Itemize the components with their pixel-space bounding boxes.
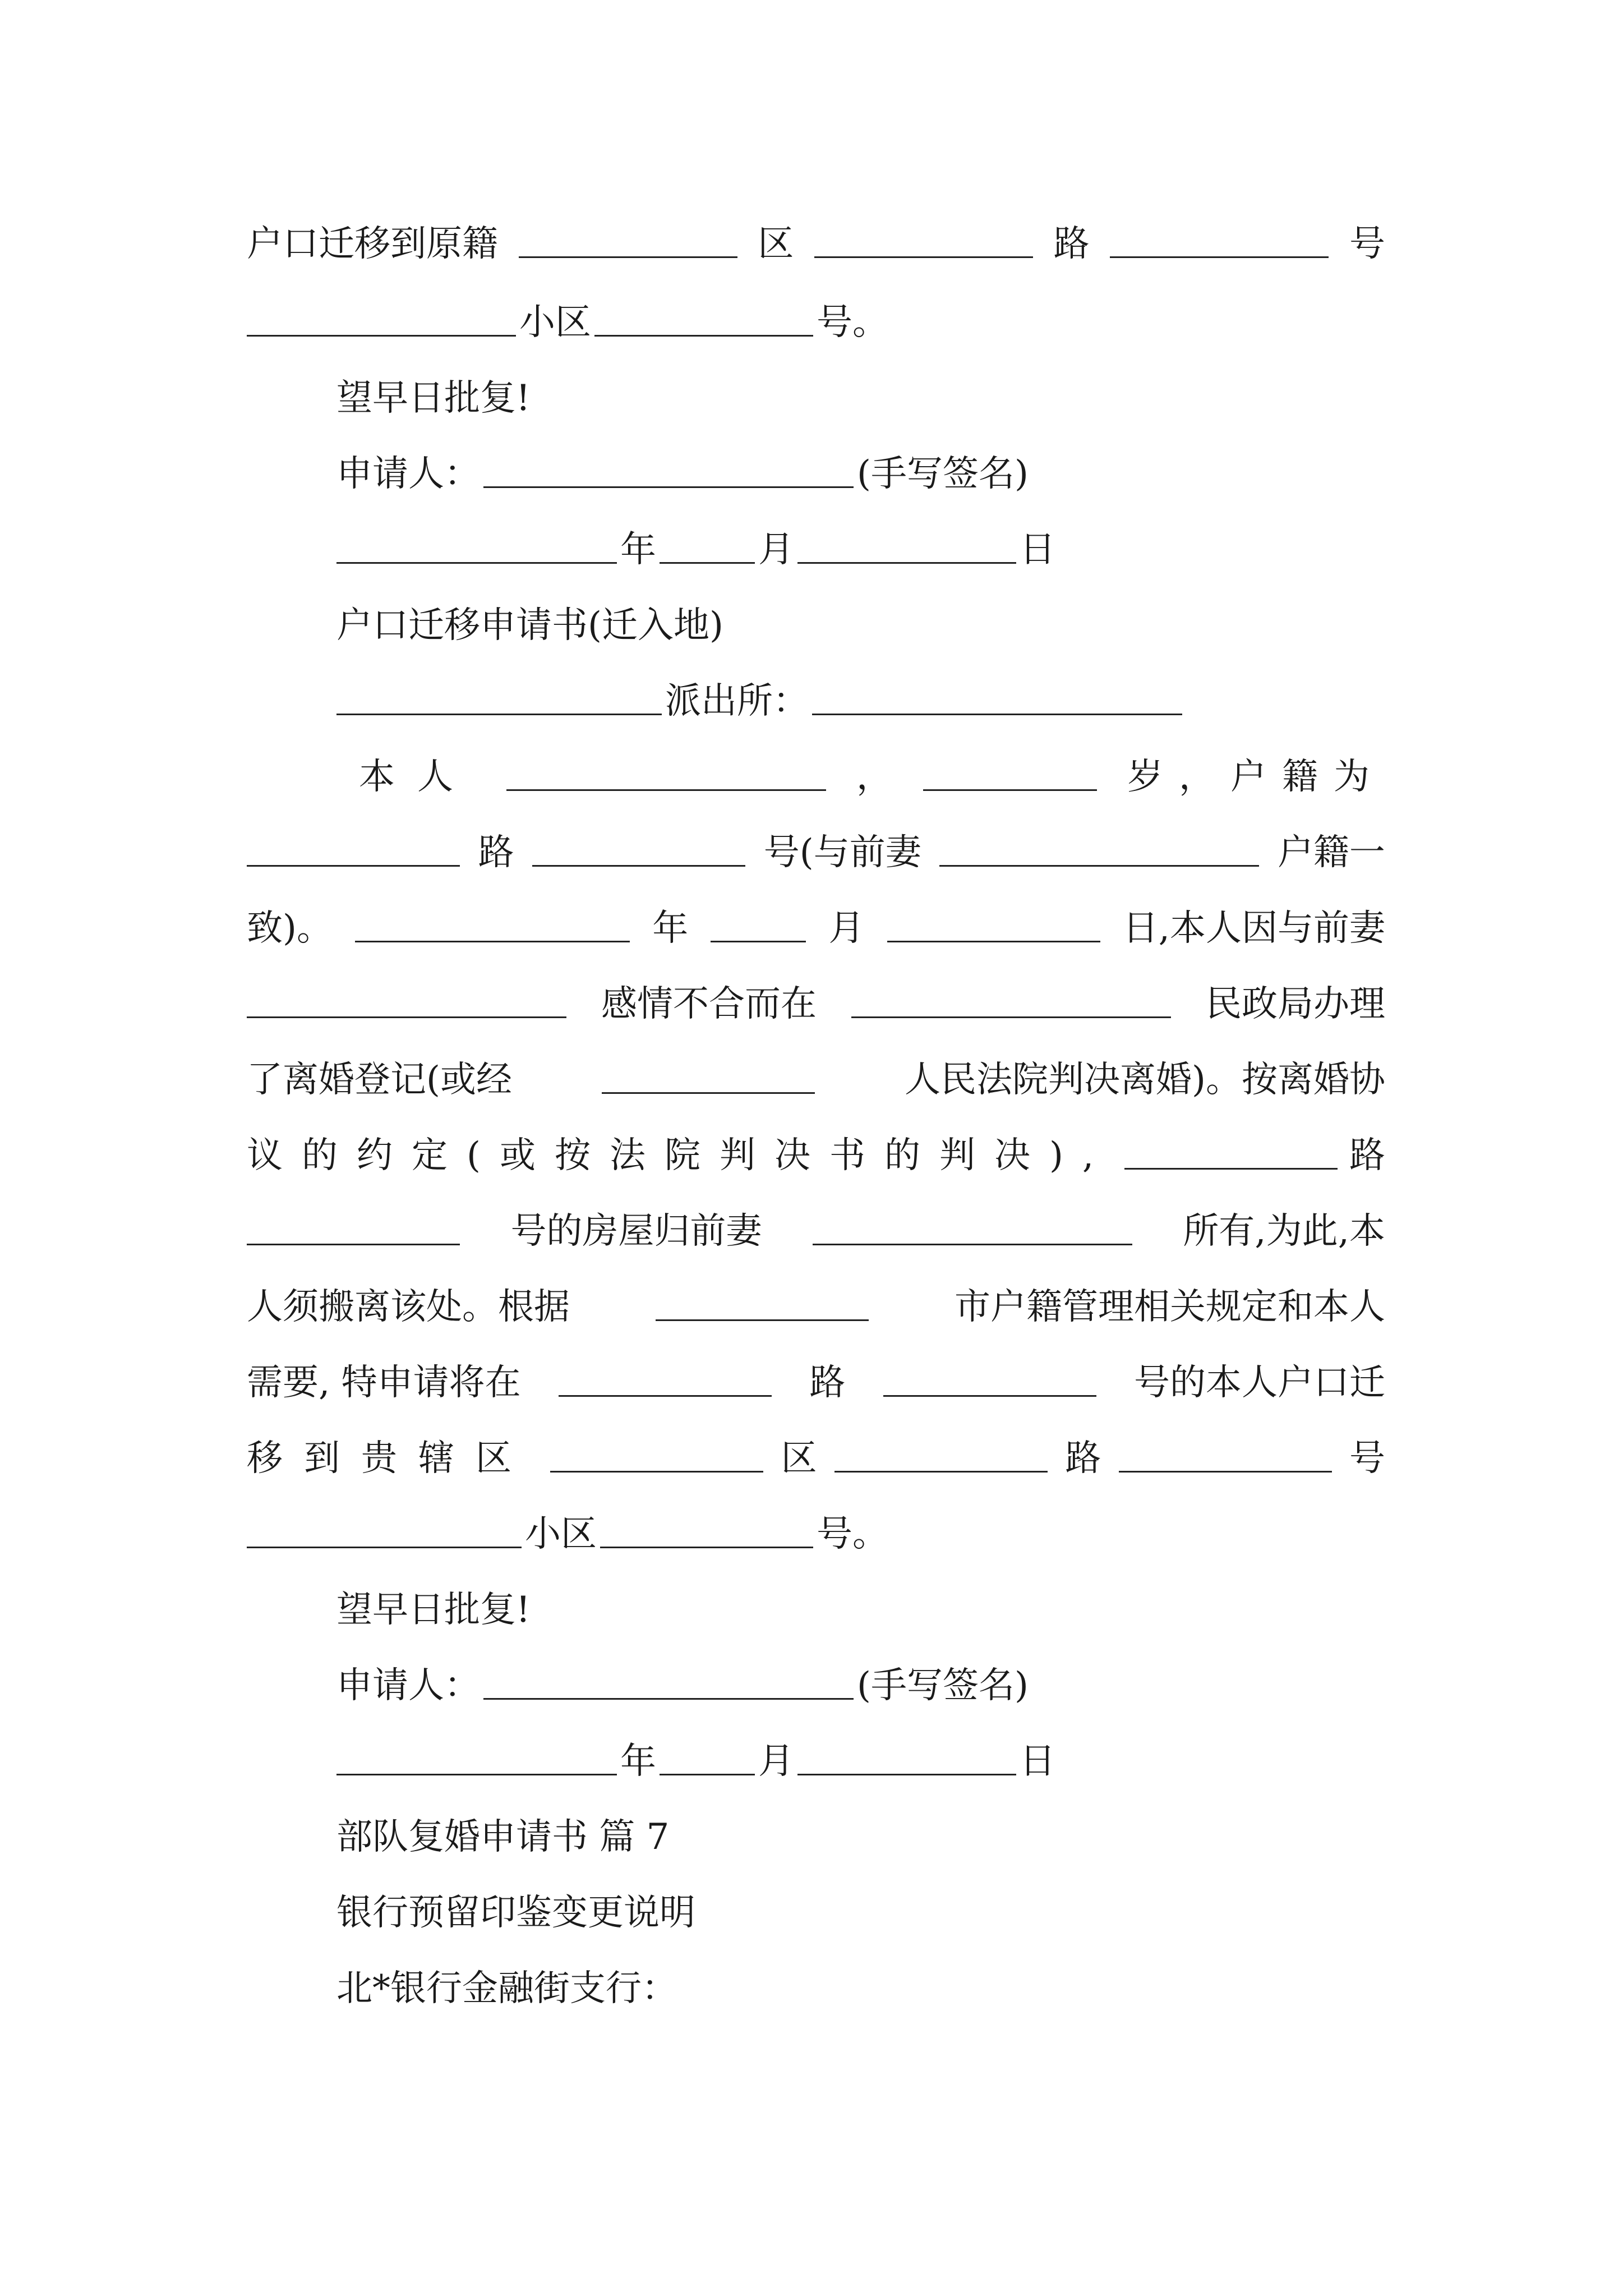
blank-field — [519, 222, 737, 258]
text: 市户籍管理相关规定和本人 — [955, 1286, 1385, 1328]
blank-field — [336, 1739, 617, 1775]
section-title: 户口迁移申请书(迁入地) — [336, 605, 723, 646]
text: 日 — [1020, 529, 1055, 570]
text: 年 — [652, 908, 689, 949]
blank-field — [814, 222, 1033, 258]
text: (手写签名) — [857, 453, 1029, 495]
blank-field — [660, 527, 755, 564]
text-line — [247, 1355, 1385, 1411]
blank-field — [336, 679, 662, 715]
blank-field — [1119, 1436, 1332, 1473]
blank-field — [247, 830, 460, 867]
text-line — [336, 370, 1385, 426]
text: 路 — [1065, 1438, 1101, 1479]
text: 路 — [1053, 223, 1090, 265]
blank-field — [660, 1739, 755, 1775]
blank-field — [923, 754, 1097, 791]
blank-field — [1110, 222, 1329, 258]
blank-field — [532, 830, 745, 867]
text: 议的约定(或按法院判决书的判决), — [247, 1135, 1113, 1176]
signature-blank — [483, 1663, 854, 1700]
blank-field — [550, 1436, 763, 1473]
blank-field — [602, 1057, 815, 1094]
text-line — [336, 446, 1385, 502]
text: 需要, 特申请将在 — [247, 1362, 521, 1404]
blank-field — [797, 1739, 1016, 1775]
text-line — [336, 1733, 1385, 1789]
text: 派出所： — [665, 680, 809, 722]
text: 户口迁移到原籍 — [247, 223, 498, 265]
blank-field — [247, 300, 516, 337]
text: 所有,为此,本 — [1183, 1211, 1385, 1252]
text: 路 — [809, 1362, 846, 1404]
blank-field — [883, 1360, 1096, 1397]
text: 路 — [478, 832, 514, 873]
blank-field — [797, 527, 1016, 564]
text-line — [247, 976, 1385, 1032]
text: 月 — [758, 1741, 794, 1782]
text-line — [336, 673, 1385, 729]
text-line — [247, 1430, 1385, 1487]
text: 小区 — [519, 302, 591, 343]
text: 区 — [758, 223, 794, 265]
text-line — [336, 522, 1385, 578]
text-line — [247, 1506, 1385, 1562]
blank-field — [594, 300, 813, 337]
text-line — [336, 1885, 1385, 1941]
text: 路 — [1349, 1135, 1385, 1176]
signature-blank — [483, 452, 854, 488]
text: 致)。 — [247, 908, 333, 949]
blank-field — [812, 679, 1182, 715]
text: 号 — [1349, 1438, 1385, 1479]
text-line — [336, 1658, 1385, 1714]
text: 望早日批复! — [336, 1589, 531, 1631]
text: 移到贵辖区 — [247, 1438, 533, 1479]
section-heading: 部队复婚申请书 篇 7 — [336, 1816, 670, 1858]
text: 号的本人户口迁 — [1134, 1362, 1385, 1404]
text-line — [247, 1128, 1385, 1184]
text-line — [247, 295, 1385, 351]
text: 岁，户籍为 — [1127, 756, 1385, 798]
text: 望早日批复! — [336, 378, 531, 419]
blank-field — [851, 982, 1171, 1018]
text-line — [247, 825, 1385, 881]
text: 本人 — [359, 756, 476, 798]
text: 号的房屋归前妻 — [510, 1211, 762, 1252]
text: 月 — [828, 908, 865, 949]
text-line — [247, 900, 1385, 956]
blank-field — [656, 1285, 869, 1321]
text: ， — [856, 756, 892, 798]
text: 日 — [1020, 1741, 1055, 1782]
text: 年 — [620, 1741, 656, 1782]
text-line — [247, 216, 1385, 272]
text-line — [336, 1961, 1385, 2017]
blank-field — [887, 906, 1100, 942]
blank-field — [1124, 1133, 1338, 1170]
text: 民政局办理 — [1206, 983, 1385, 1025]
text: 申请人： — [336, 1665, 480, 1706]
text: 申请人： — [336, 453, 480, 495]
text: 号。 — [817, 1513, 888, 1555]
text-line — [247, 1279, 1385, 1335]
text: 号(与前妻 — [763, 832, 921, 873]
blank-field — [247, 1512, 522, 1548]
text: 了离婚登记(或经 — [247, 1059, 512, 1101]
blank-field — [506, 754, 826, 791]
text: 日,本人因与前妻 — [1122, 908, 1385, 949]
text: (手写签名) — [857, 1665, 1029, 1706]
text: 户籍一 — [1277, 832, 1385, 873]
text: 月 — [758, 529, 794, 570]
text: 区 — [781, 1438, 817, 1479]
blank-field — [247, 1209, 460, 1245]
text-line — [336, 597, 1385, 654]
blank-field — [336, 527, 617, 564]
blank-field — [939, 830, 1259, 867]
blank-field — [247, 982, 566, 1018]
text: 年 — [620, 529, 656, 570]
addressee: 北*银行金融街支行： — [336, 1968, 677, 2009]
blank-field — [813, 1209, 1132, 1245]
blank-field — [600, 1512, 813, 1548]
text: 感情不合而在 — [601, 983, 817, 1025]
text-line — [247, 1052, 1385, 1108]
section-title: 银行预留印鉴变更说明 — [336, 1892, 695, 1934]
text-line — [359, 749, 1385, 805]
text-line — [336, 1809, 1385, 1865]
blank-field — [834, 1436, 1048, 1473]
text-line — [336, 1582, 1385, 1638]
text: 号 — [1349, 223, 1385, 265]
blank-field — [711, 906, 806, 942]
text: 号。 — [817, 302, 888, 343]
text: 人须搬离该处。根据 — [247, 1286, 570, 1328]
blank-field — [559, 1360, 772, 1397]
blank-field — [355, 906, 630, 942]
text: 小区 — [525, 1513, 597, 1555]
text-line — [247, 1203, 1385, 1259]
text: 人民法院判决离婚)。按离婚协 — [905, 1059, 1385, 1101]
